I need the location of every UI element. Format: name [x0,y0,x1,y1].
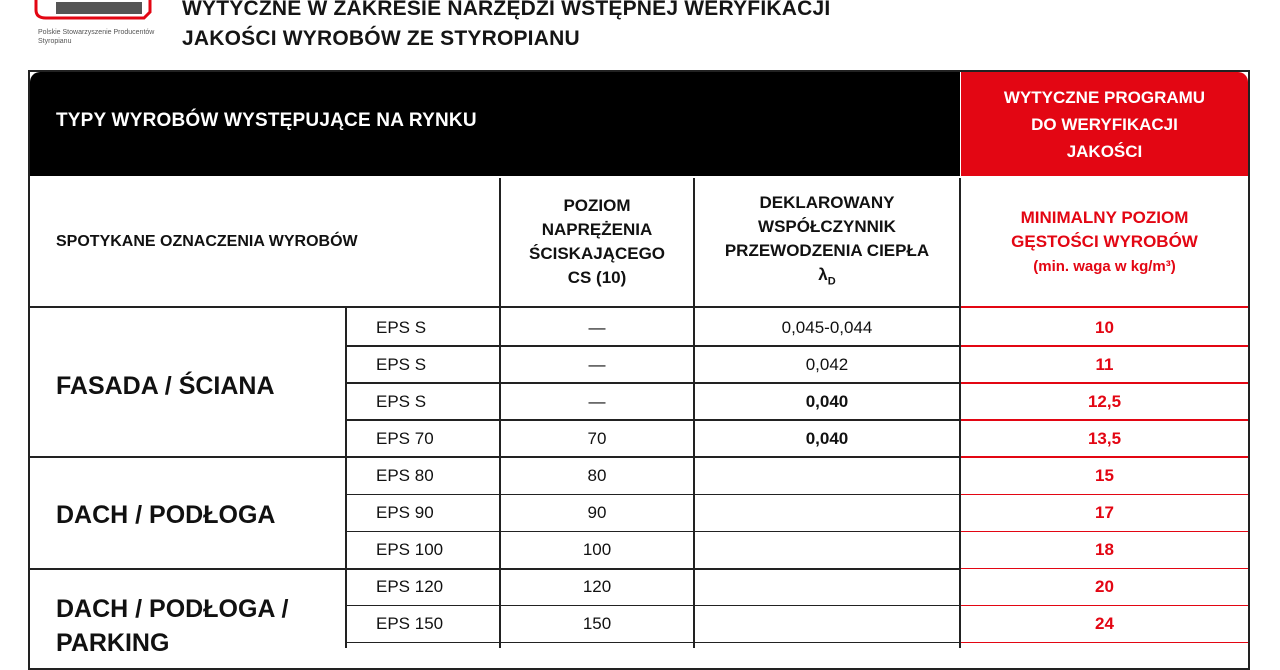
density-value-cell: 17 [1095,503,1114,522]
column-header-lambda [694,178,960,306]
density-value-cell: 20 [1095,577,1114,597]
density-title: MINIMALNY POZIOM GĘSTOŚCI WYROBÓW [1011,207,1198,251]
cs-value-cell: — [588,317,606,337]
cs-value-cell: — [588,354,606,374]
cs-value-cell: — [588,391,606,411]
product-code-cell: EPS 150 [376,614,444,634]
guidelines-band [961,72,1248,176]
cs-value-cell: 90 [587,503,607,522]
lambda-value-cell [694,606,960,643]
product-code-cell: EPS 70 [376,428,434,448]
page-title-line-1: WYTYCZNE W ZAKRESIE NARZĘDZI WSTĘPNEJ WERYFIKACJI [182,0,831,20]
column-header-density [961,178,1248,306]
cs-value-cell: 120 [582,577,612,597]
lambda-value-cell: 0,040 [805,391,849,411]
product-code-cell: EPS S [376,317,427,337]
cs-value-cell: 70 [587,428,607,448]
lambda-value-cell [694,569,960,606]
lambda-value-cell [694,495,960,532]
lambda-symbol: λ [818,264,828,284]
lambda-title: DEKLAROWANY WSPÓŁCZYNNIK PRZEWODZENIA CIEPŁA [724,192,930,260]
lambda-value-cell: 0,045-0,044 [781,317,873,337]
product-types-heading: TYPY WYROBÓW WYSTĘPUJĄCE NA RYNKU [56,110,477,131]
logo-mark-icon [32,0,152,24]
cs-value-cell: 80 [587,465,607,485]
cs-value-cell: 150 [582,614,612,634]
header-divider [30,306,960,308]
lambda-value-cell: 0,042 [805,354,849,374]
group-label-facade: FASADA / ŚCIANA [56,372,275,400]
lambda-subscript: D [827,275,836,288]
product-types-band [30,72,960,176]
density-value-cell: 13,5 [1087,428,1122,448]
product-code-cell: EPS 80 [376,465,434,485]
page-title-line-2: JAKOŚCI WYROBÓW ZE STYROPIANU [182,27,580,50]
group-label-roof-floor-parking: DACH / PODŁOGA / PARKING [56,595,289,657]
lambda-value-cell: 0,040 [805,428,849,448]
density-value-cell: 18 [1095,540,1114,560]
guidelines-heading: WYTYCZNE PROGRAMU DO WERYFIKACJI JAKOŚCI [1003,87,1206,161]
density-value-cell: 12,5 [1087,391,1122,411]
lambda-value-cell [694,532,960,569]
page-title [182,0,830,54]
density-value-cell: 10 [1095,317,1114,337]
group-label-roof-floor: DACH / PODŁOGA [56,501,276,529]
header-divider-red [961,306,1248,308]
product-code-cell: EPS S [376,354,427,374]
product-code-cell: EPS S [376,391,427,411]
cs-value-cell: 100 [582,540,612,560]
density-value-cell: 24 [1095,614,1114,634]
product-code-cell: EPS 90 [376,503,434,522]
density-value-cell: 15 [1095,465,1114,485]
divider-col-code [345,308,347,648]
lambda-value-cell [694,457,960,494]
product-code-cell: EPS 100 [376,540,444,560]
density-unit: (min. waga w kg/m³) [1033,257,1176,275]
product-code-cell: EPS 120 [376,577,444,597]
column-header-designations: SPOTYKANE OZNACZENIA WYROBÓW [56,233,358,250]
column-header-cs: POZIOM NAPRĘŻENIA ŚCISKAJĄCEGO CS (10) [528,196,666,287]
logo-text: Polskie Stowarzyszenie Producentów Styropianu [38,29,155,45]
density-value-cell: 11 [1095,354,1114,374]
logo [22,0,162,60]
